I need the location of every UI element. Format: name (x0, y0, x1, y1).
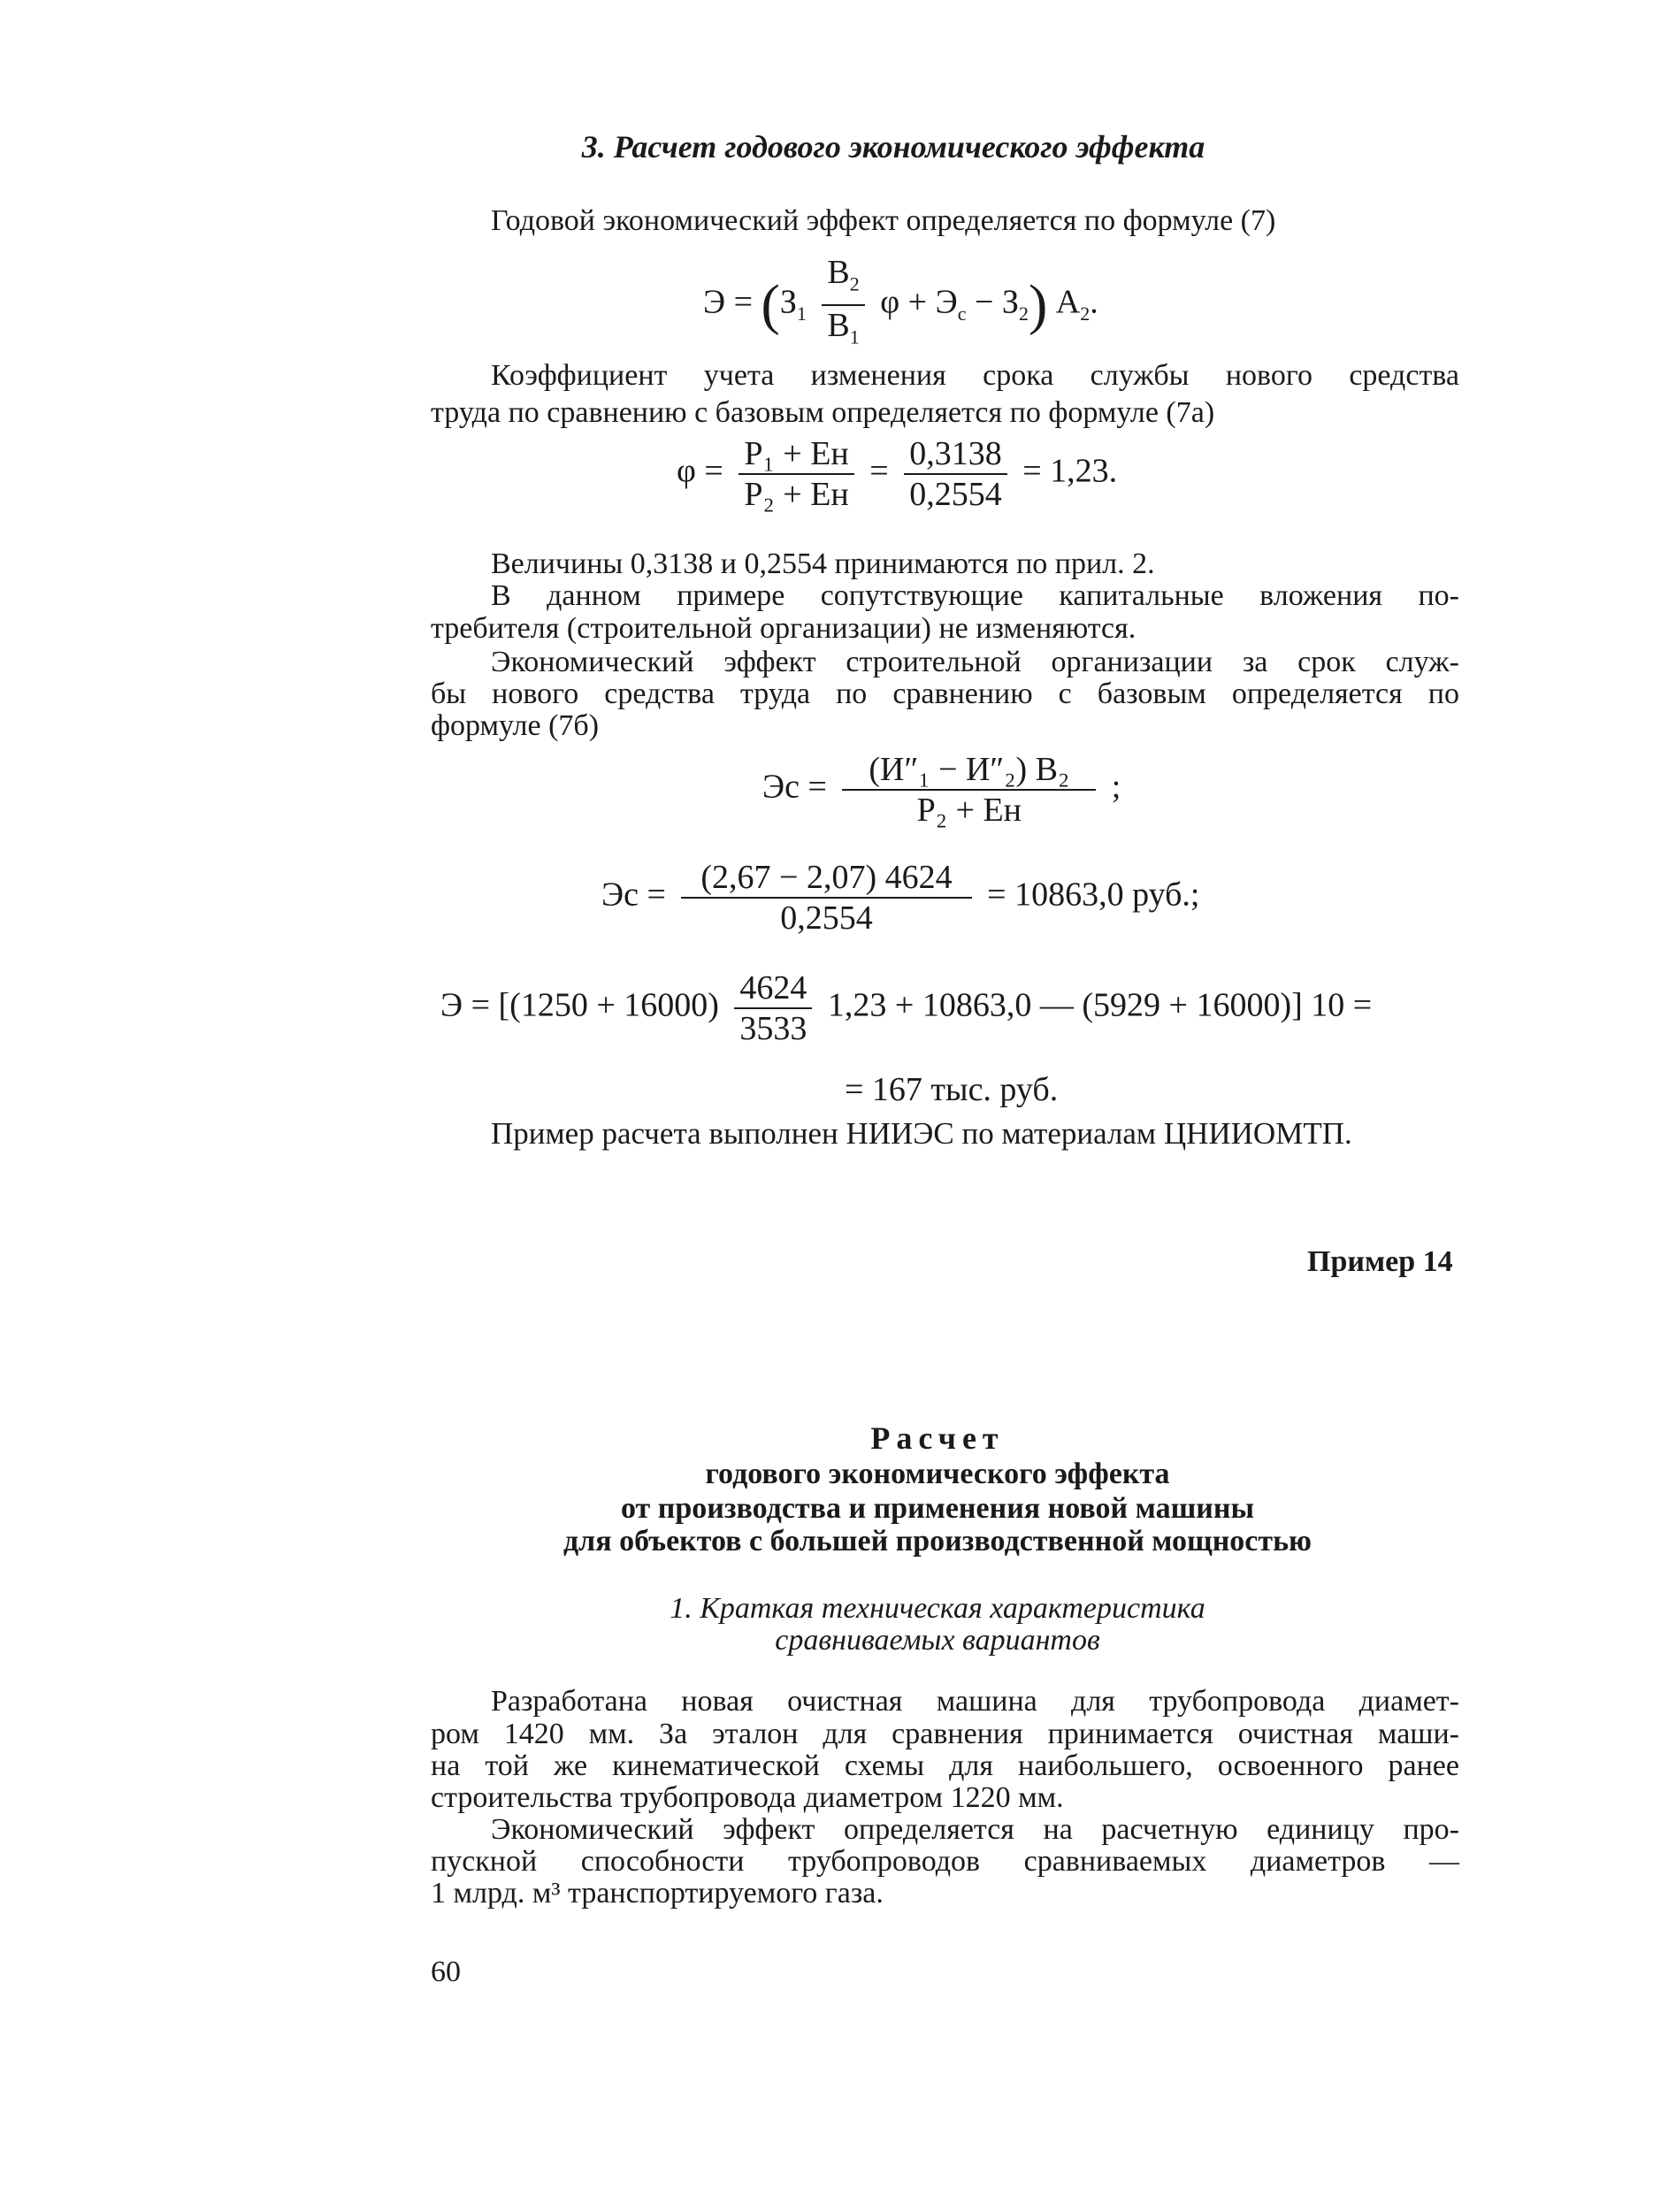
values-paragraph: Величины 0,3138 и 0,2554 принимаются по прил. 2. (491, 547, 1155, 580)
page-number: 60 (431, 1956, 461, 1988)
example-paragraph-2: требителя (строительной организации) не изменяются. (431, 612, 1136, 645)
coef-line-1: Коэффициент учета изменения срока службы нового средства (491, 359, 1459, 392)
coef-line-2: труда по сравнению с базовым определяется по формуле (7а) (431, 396, 1215, 429)
effect-paragraph-3: формуле (7б) (431, 709, 600, 742)
example-paragraph-1: В данном примере сопутствующие капитальные вложения по- (491, 579, 1459, 612)
effect-paragraph-2: бы нового средства труда по сравнению с базовым определяется по (431, 677, 1459, 710)
formula-7-lhs: Э (703, 283, 726, 321)
title-line-2: годового экономического эффекта (705, 1458, 1170, 1490)
intro-paragraph: Годовой экономический эффект определяется по формуле (7) (491, 204, 1276, 237)
formula-7b-fraction: $\frac{\text{(И″₁ − И″₂) В₂}}{\text{P₂ + Eн}}$ (842, 752, 1096, 828)
title-line-4: для объектов с большей производственной мощностью (562, 1525, 1312, 1558)
effect-unit-paragraph-3: 1 млрд. м³ транспортируемого газа. (431, 1877, 884, 1910)
machine-paragraph-3: на той же кинематической схемы для наибольшего, освоенного ранее (431, 1749, 1459, 1782)
machine-paragraph-4: строительства трубопровода диаметром 1220 мм. (431, 1781, 1064, 1814)
credit-line: Пример расчета выполнен НИИЭС по материалам ЦНИИОМТП. (491, 1116, 1352, 1151)
calc-total: Э = [(1250 + 16000) $\frac{4624}{3533}$ 1,23 + 10863,0 — (5929 + 16000)] 10 = (440, 969, 1373, 1047)
calc-effect-c: Эс = $\frac{(2,67 - 2,07) 4624}{0,2554}$ = 10863,0 руб.; (601, 859, 1200, 937)
calc-result: = 167 тыс. руб. (845, 1071, 1059, 1108)
machine-paragraph-1: Разработана новая очистная машина для трубопровода диамет- (491, 1685, 1459, 1718)
effect-unit-paragraph-1: Экономический эффект определяется на расчетную единицу про- (491, 1813, 1459, 1846)
subsection-heading-1: 1. Краткая техническая характеристика (670, 1592, 1205, 1625)
formula-7b: Эс = $\frac{\text{(И″₁ − И″₂) В₂}}{\text{P₂ + Eн}}$ ; (762, 751, 1121, 829)
effect-unit-paragraph-2: пускной способности трубопроводов сравниваемых диаметров — (431, 1845, 1459, 1878)
formula-7a-fraction-1: $\frac{\text{P₁ + Eн}}{\text{P₂ + Eн}}$ (738, 436, 853, 512)
machine-paragraph-2: ром 1420 мм. За эталон для сравнения принимается очистная маши- (431, 1718, 1459, 1750)
title-line-3: от производства и применения новой машины (620, 1492, 1254, 1525)
effect-paragraph-1: Экономический эффект строительной организации за срок служ- (491, 646, 1459, 678)
subsection-heading-2: сравниваемых вариантов (775, 1624, 1100, 1657)
formula-7: $Э = (З_1$ $\frac{В_2}{В_1}$ $\varphi + Э_с - З_2$) $А_2$. (703, 255, 1098, 355)
calc-total-fraction: $\frac{4624}{3533}$ (734, 970, 812, 1046)
formula-7a: φ = $\frac{\text{P₁ + Eн}}{\text{P₂ + Eн}}$ = $\frac{0,3138}{0,2554}$ = 1,23. (677, 435, 1118, 513)
section-heading: 3. Расчет годового экономического эффекта (581, 129, 1205, 165)
formula-7-fraction: $\frac{В_2}{В_1}$ (822, 255, 864, 355)
formula-7a-fraction-2: $\frac{0,3138}{0,2554}$ (904, 436, 1007, 512)
calc-effect-c-fraction: $\frac{(2,67 - 2,07) 4624}{0,2554}$ (681, 860, 971, 936)
title-line-1: Расчет (870, 1420, 1005, 1456)
example-label: Пример 14 (1307, 1245, 1453, 1278)
